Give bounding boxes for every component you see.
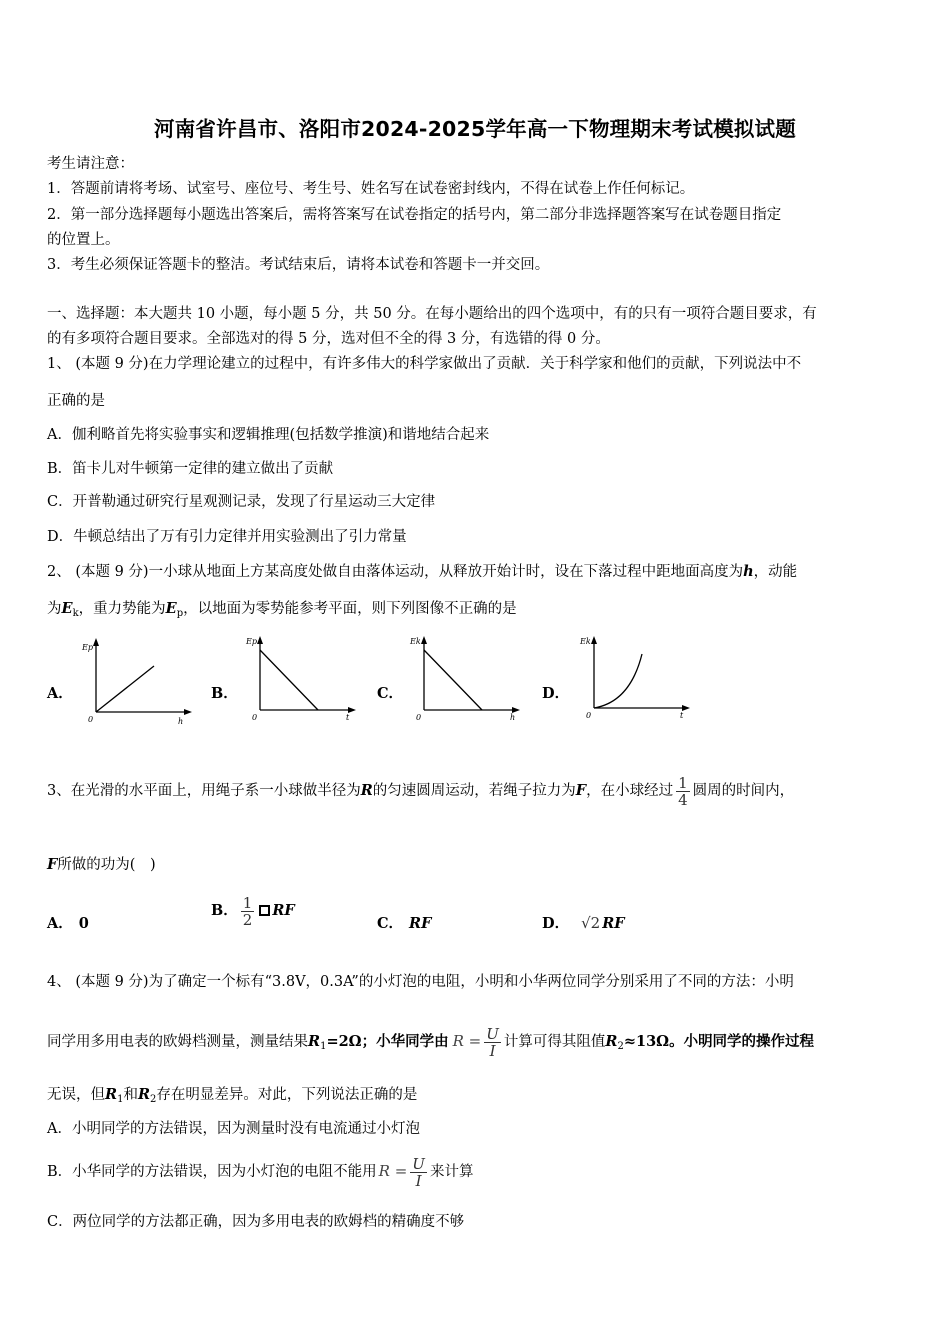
graph-b-origin: 0 (252, 713, 258, 722)
graph-b-letter: B． (211, 685, 238, 702)
graph-a-ylabel: Ep (82, 643, 93, 652)
question-1-option-b: B．笛卡儿对牛顿第一定律的建立做出了贡献 (47, 461, 334, 477)
question-1-stem: 正确的是 (47, 393, 105, 409)
notice-item: 3．考生必须保证答题卡的整洁。考试结束后，请将本试卷和答题卡一并交回。 (47, 257, 550, 273)
graph-a (80, 636, 200, 728)
question-2-stem (47, 597, 517, 619)
q2-var-ep-sub: p (176, 608, 184, 619)
q3-fraction: $\frac{1}{4}$ (678, 773, 688, 809)
q3-text: ，在小球经过 (586, 783, 674, 799)
graph-a-origin: 0 (88, 715, 94, 724)
notice-item: 的位置上。 (47, 232, 120, 248)
question-1-stem: 1、 (本题 9 分)在力学理论建立的过程中，有许多伟大的科学家做出了贡献．关于科学家和他们的贡献，下列说法中不 (47, 356, 802, 372)
q2-text: 为 (47, 601, 62, 617)
graph-c-ylabel: Ek (410, 637, 421, 646)
graph-c (408, 632, 528, 724)
q3-text: 3、在光滑的水平面上，用绳子系一小球做半径为 (47, 783, 361, 799)
q2-text: ，动能 (753, 564, 798, 580)
question-3-stem (47, 853, 156, 874)
q2-text: 2、 (本题 9 分)一小球从地面上方某高度处做自由落体运动，从释放开始计时，设在下落过程中距地面高度为 (47, 564, 744, 580)
question-1-option-d: D．牛顿总结出了万有引力定律并用实验测出了引力常量 (47, 529, 407, 545)
q3-var-f: F (47, 856, 58, 873)
q2-var-ek-sub: k (72, 608, 79, 619)
q4-formula-fraction: $\frac{U}{I}$ (486, 1024, 499, 1060)
sqrt-symbol: √2 (581, 914, 601, 932)
question-4-option-c: C．两位同学的方法都正确，因为多用电表的欧姆档的精确度不够 (47, 1214, 465, 1230)
graph-d-origin: 0 (586, 711, 592, 720)
q3-text: 所做的功为( ) (57, 857, 156, 873)
graph-b (244, 632, 364, 724)
question-4-stem: 同学用多用电表的欧姆档测量，测量结果$R_1=2\Omega$；小华同学由 R = $\frac{U}{I}$ 计算可得其阻值$R_2\approx 13\Omega$。小明同学的操作过程 (47, 1024, 815, 1060)
missing-glyph-box (259, 905, 270, 916)
q2-text: ，重力势能为 (78, 601, 166, 617)
question-1-option-c: C．开普勒通过研究行星观测记录，发现了行星运动三大定律 (47, 494, 436, 510)
q3-text: 的匀速圆周运动，若绳子拉力为 (372, 783, 576, 799)
section-intro: 一、选择题：本大题共 10 小题，每小题 5 分，共 50 分。在每小题给出的四个选项中，有的只有一项符合题目要求，有 (47, 306, 817, 322)
section-intro: 的有多项符合题目要求。全部选对的得 5 分，选对但不全的得 3 分，有选错的得 0 分。 (47, 331, 610, 347)
graph-a-letter: A． (47, 685, 73, 702)
question-3-option-d: D． √2 RF (542, 914, 625, 932)
q3-var-f: F (575, 782, 587, 799)
question-3-option-a: A． 0 (47, 915, 89, 932)
question-4-option-a: A．小明同学的方法错误，因为测量时没有电流通过小灯泡 (47, 1121, 420, 1137)
q2-text: ，以地面为零势能参考平面，则下列图像不正确的是 (183, 601, 517, 617)
q2-var-h: h (743, 563, 754, 580)
q2-var-ep: E (165, 600, 177, 617)
graph-b-ylabel: Ep (246, 637, 257, 646)
q3-text: 圆周的时间内， (692, 783, 795, 799)
graph-d-ylabel: Ek (580, 637, 591, 646)
question-2-stem (47, 560, 797, 581)
q3-optb-fraction: $\frac{1}{2}$ (242, 893, 253, 929)
graph-b-xlabel: t (346, 713, 350, 722)
graph-d-letter: D． (542, 685, 570, 702)
notice-item: 1．答题前请将考场、试室号、座位号、考生号、姓名写在试卷密封线内，不得在试卷上作任何标记。 (47, 181, 695, 197)
graph-c-letter: C． (377, 685, 404, 702)
graph-d (578, 632, 698, 724)
graph-d-xlabel: t (680, 711, 684, 720)
question-4-option-b: B．小华同学的方法错误，因为小灯泡的电阻不能用 R = $\frac{U}{I}$ 来计算 (47, 1154, 474, 1190)
graph-c-origin: 0 (416, 713, 422, 722)
question-1-option-a: A．伽利略首先将实验事实和逻辑推理(包括数学推演)和谐地结合起来 (47, 427, 490, 443)
question-3-stem (47, 766, 794, 816)
question-3-option-b: B． $\frac{1}{2}$ RF (211, 893, 295, 929)
q4-optb-fraction: $\frac{U}{I}$ (412, 1154, 425, 1190)
question-3-option-c: C． RF (377, 915, 432, 932)
question-4-stem: 4、 (本题 9 分)为了确定一个标有“3.8V，0.3A”的小灯泡的电阻，小明和小华两位同学分别采用了不同的方法：小明 (47, 974, 794, 990)
page-title: 河南省许昌市、洛阳市2024-2025学年高一下物理期末考试模拟试题 (154, 117, 796, 141)
notice-heading: 考生请注意： (47, 156, 134, 172)
q2-var-ek: E (61, 600, 73, 617)
notice-item: 2．第一部分选择题每小题选出答案后，需将答案写在试卷指定的括号内，第二部分非选择题答案写在试卷题目指定 (47, 207, 782, 223)
q3-var-r: R (360, 782, 373, 799)
graph-a-xlabel: h (178, 717, 184, 726)
question-4-stem: 无误，但$R_1$和$R_2$存在明显差异。对此，下列说法正确的是 (47, 1086, 418, 1105)
graph-c-xlabel: h (510, 713, 516, 722)
